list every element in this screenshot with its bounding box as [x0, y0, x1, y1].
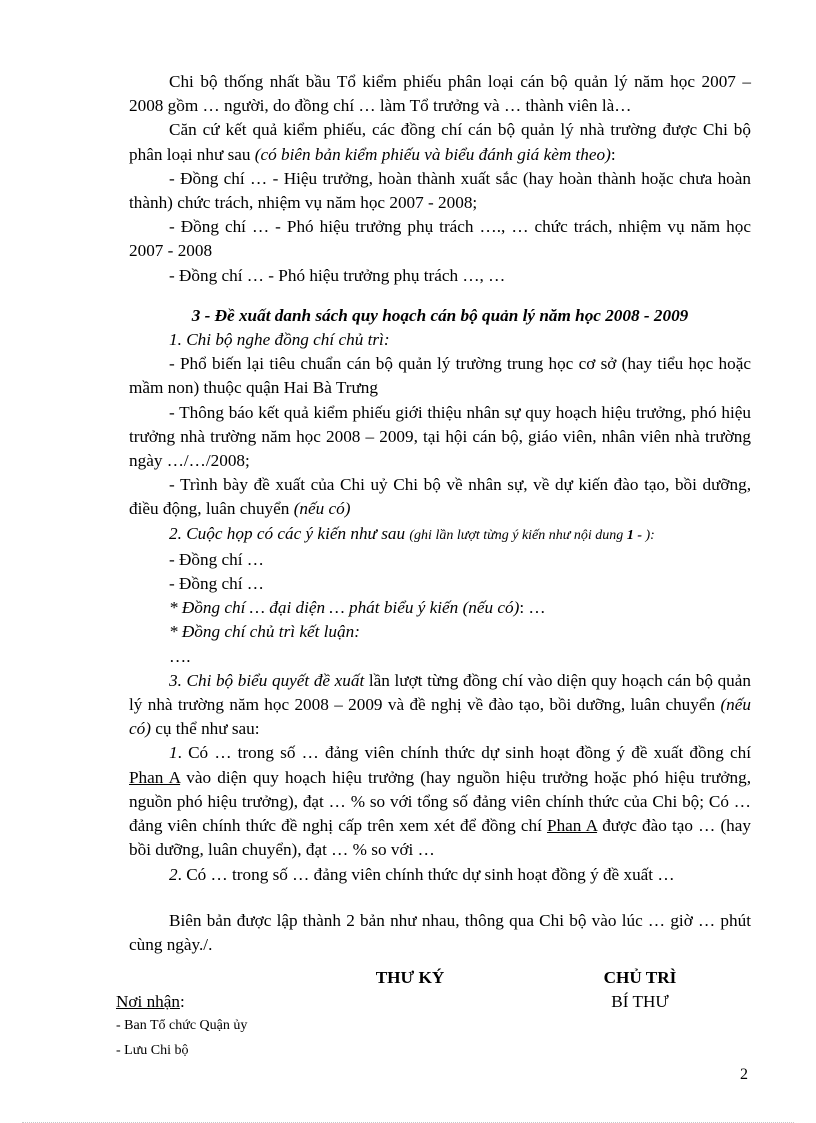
paragraph: - Trình bày đề xuất của Chi uỷ Chi bộ về nhân sự, về dự kiến đào tạo, bồi dưỡng, điều động, luân chuyển (nếu có)	[129, 475, 751, 519]
paragraph: - Phổ biến lại tiêu chuẩn cán bộ quản lý trường trung học cơ sở (hay tiểu học hoặc mầm non) thuộc quận Hai Bà Trưng	[129, 354, 751, 398]
section-heading: 3 - Đề xuất danh sách quy hoạch cán bộ quản lý năm học 2008 - 2009	[191, 305, 689, 325]
paragraph: - Đồng chí …	[169, 574, 264, 594]
recipient-item: - Ban Tổ chức Quận ủy	[116, 1018, 248, 1033]
chair-title: BÍ THƯ	[611, 992, 669, 1011]
recipient-item: - Lưu Chi bộ	[116, 1043, 189, 1058]
paragraph: 2. Có … trong số … đảng viên chính thức dự sinh hoạt đồng ý đề xuất …	[169, 864, 675, 884]
paragraph: - Đồng chí … - Hiệu trưởng, hoàn thành xuất sắc (hay hoàn thành hoặc chưa hoàn thành) chức trách, nhiệm vụ năm học 2007 - 2008;	[129, 168, 751, 213]
paragraph: ….	[169, 646, 191, 666]
person-name: Phan A	[129, 767, 181, 787]
paragraph: Căn cứ kết quả kiểm phiếu, các đồng chí cán bộ quản lý nhà trường được Chi bộ phân loại như sau (có biên bản kiểm phiếu và biểu đánh giá kèm theo):	[129, 120, 751, 164]
paragraph: * Đồng chí chủ trì kết luận:	[169, 622, 360, 642]
closing-paragraph: Biên bản được lập thành 2 bản như nhau, thông qua Chi bộ vào lúc … giờ … phút cùng ngày./.	[129, 910, 751, 954]
page-number: 2	[740, 1066, 748, 1083]
paragraph: - Thông báo kết quả kiểm phiếu giới thiệu nhân sự quy hoạch hiệu trưởng, phó hiệu trưởng nhà trường năm học 2008 – 2009, tại hội cán bộ, giáo viên, nhân viên nhà trường ngày …/…/2008;	[129, 402, 751, 471]
paragraph: - Đồng chí … - Phó hiệu trưởng phụ trách …, …	[169, 265, 506, 285]
paragraph: 3. Chi bộ biểu quyết đề xuất lần lượt từng đồng chí vào diện quy hoạch cán bộ quản lý nhà trường năm học 2008 – 2009 và đề nghị về đào tạo, bồi dưỡng, luân chuyển (nếu có) cụ thể như sau:	[129, 670, 751, 739]
recipients-label: Nơi nhận:	[116, 992, 185, 1011]
paragraph: - Đồng chí … - Phó hiệu trưởng phụ trách …., … chức trách, nhiệm vụ năm học 2007 - 2008	[129, 217, 751, 261]
paragraph: 1. Có … trong số … đảng viên chính thức dự sinh hoạt đồng ý đề xuất đồng chí Phan A vào diện quy hoạch hiệu trưởng (hay nguồn hiệu trưởng hoặc phó hiệu trưởng, nguồn phó hiệu trưởng), đạt … % so với tổng số đảng viên chính thức của Chi bộ; Có … đảng viên chính thức đề nghị cấp trên xem xét để đồng chí Phan A được đào tạo … (hay bồi dưỡng, luân chuyển), đạt … % so với …	[129, 743, 751, 860]
paragraph: * Đồng chí … đại diện … phát biểu ý kiến (nếu có): …	[169, 598, 546, 618]
item-heading: 2. Cuộc họp có các ý kiến như sau (ghi lần lượt từng ý kiến như nội dung 1 - ):	[169, 523, 655, 543]
person-name: Phan A	[547, 816, 598, 836]
paragraph: - Đồng chí …	[169, 549, 264, 569]
paragraph: Chi bộ thống nhất bầu Tổ kiểm phiếu phân loại cán bộ quản lý năm học 2007 – 2008 gồm … người, do đồng chí … làm Tổ trưởng và … thành viên là…	[129, 72, 751, 116]
secretary-signature-label: THƯ KÝ	[375, 968, 445, 987]
item-heading: 1. Chi bộ nghe đồng chí chủ trì:	[169, 330, 390, 350]
document-body	[129, 70, 751, 957]
chair-signature-label: CHỦ TRÌ	[603, 968, 677, 987]
